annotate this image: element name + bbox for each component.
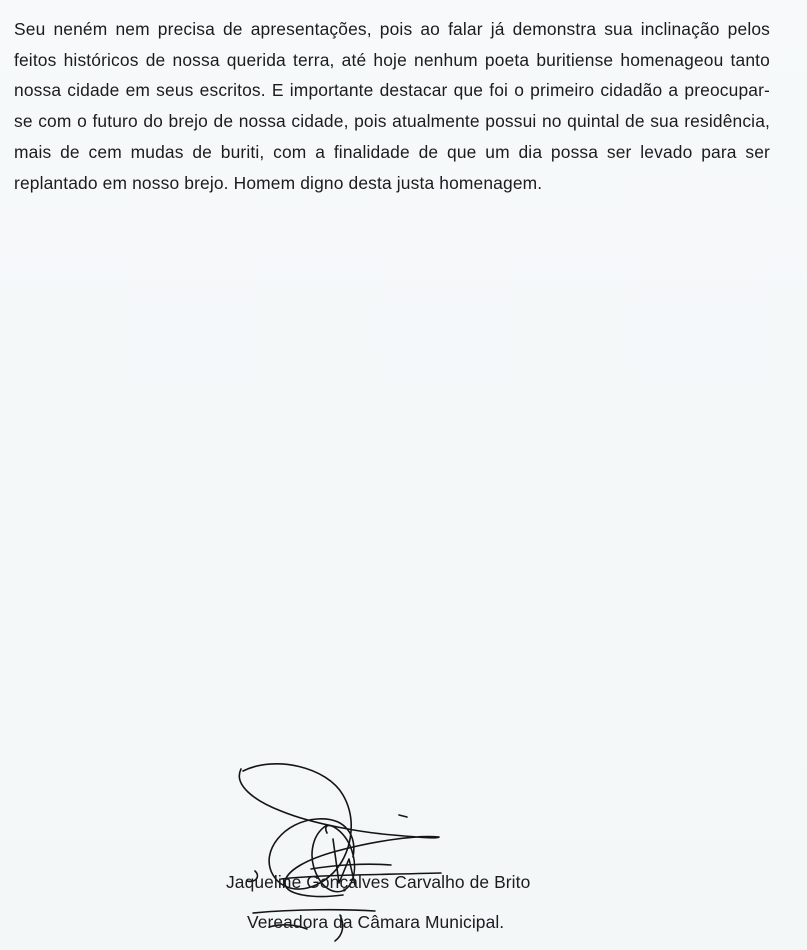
signer-name: Jaqueline Gonçalves Carvalho de Brito bbox=[226, 872, 531, 892]
signer-role: Vereadora da Câmara Municipal. bbox=[247, 912, 505, 932]
body-paragraph: Seu neném nem precisa de apresentações, pois ao falar já demonstra sua inclinação pelos feitos históricos de nossa querida terra, até hoje nenhum poeta buritiense homenageou tanto nossa cidade em seus escritos. E importante destacar que foi o primeiro cidadão a preocupar-se com o futuro do brejo de nossa cidade, pois atualmente possui no quintal de sua residência, mais de cem mudas de buriti, com a finalidade de que um dia possa ser levado para ser replantado em nosso brejo. Homem digno desta justa homenagem. bbox=[14, 19, 770, 193]
